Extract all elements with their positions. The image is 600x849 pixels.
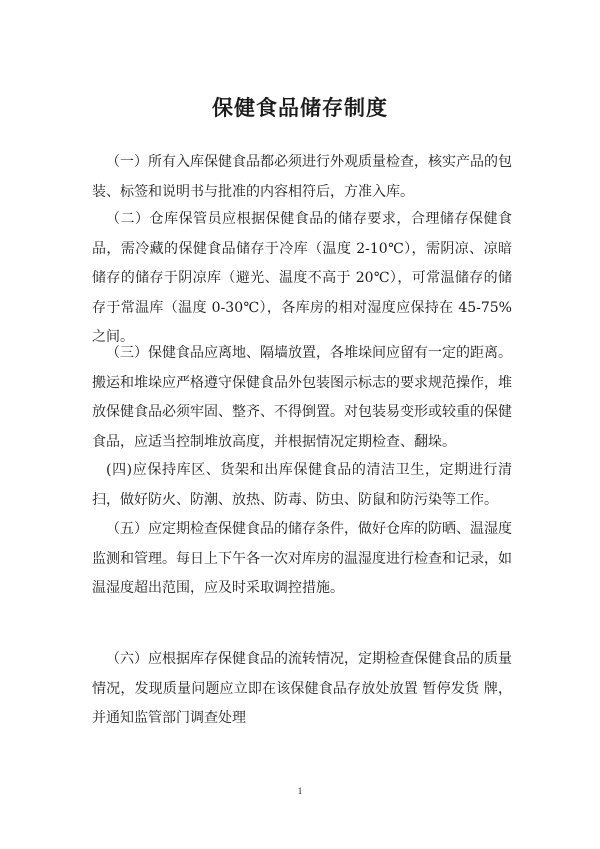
paragraph-6: （六）应根据库存保健食品的流转情况，定期检查保健食品的质量情况，发现质量问题应立即在该保健食品存放处放置 暂停发货 牌，并通知监管部门调查处理 <box>92 651 512 726</box>
paragraph-4: (四)应保持库区、货架和出库保健食品的清洁卫生，定期进行清扫，做好防火、防潮、放热、防毒、防虫、防鼠和防污染等工作。 <box>92 462 512 508</box>
document-title: 保健食品储存制度 <box>212 96 388 120</box>
paragraph-5: （五）应定期检查保健食品的储存条件，做好仓库的防晒、温湿度监测和管理。每日上下午各一次对库房的温湿度进行检查和记录，如温湿度超出范围，应及时采取调控措施。 <box>92 521 512 596</box>
paragraph-1: （一）所有入库保健食品都必须进行外观质量检查，核实产品的包装、标签和说明书与批准的内容相符后，方准入库。 <box>92 154 512 200</box>
paragraph-3: （三）保健食品应离地、隔墙放置，各堆垛间应留有一定的距离。搬运和堆垛应严格遵守保健食品外包装图示标志的要求规范操作，堆放保健食品必须牢固、整齐、不得倒置。对包装易变形或较重的保健食品，应适当控制堆放高度，并根据情况定期检查、翻垛。 <box>92 345 512 450</box>
page-number: 1 <box>297 786 303 796</box>
paragraph-2: （二）仓库保管员应根据保健食品的储存要求，合理储存保健食品，需冷藏的保健食品储存于冷库（温度 2-10℃），需阴凉、凉暗储存的储存于阴凉库（避光、温度不高于 20℃），可常温储存的储存于常温库（温度 0-30℃），各库房的相对湿度应保持在 45-75%之间。 <box>92 211 512 345</box>
